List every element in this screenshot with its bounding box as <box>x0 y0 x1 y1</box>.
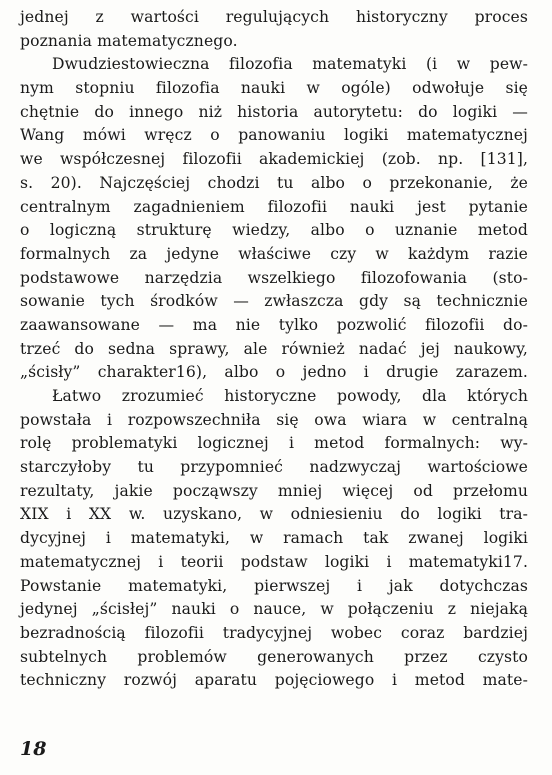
text-line: subtelnych problemów generowanych przez czysto <box>20 647 528 666</box>
text-line: rolę problematyki logicznej i metod formalnych: wy- <box>20 434 528 453</box>
text-line: o logiczną strukturę wiedzy, albo o uznanie metod <box>20 221 528 240</box>
text-line: starczyłoby tu przypomnieć nadzwyczaj wartościowe <box>20 458 528 477</box>
text-line: techniczny rozwój aparatu pojęciowego i metod mate- <box>20 671 528 690</box>
text-line: jedynej „ścisłej” nauki o nauce, w połączeniu z niejaką <box>20 600 528 619</box>
text-line: Dwudziestowieczna filozofia matematyki (i w pew- <box>52 55 528 74</box>
text-line: poznania matematycznego. <box>20 31 238 50</box>
text-line: chętnie do innego niż historia autorytetu: do logiki — <box>20 102 528 121</box>
page-number: 18 <box>20 738 47 760</box>
text-line: „ścisły” charakter16), albo o jedno i drugie zarazem. <box>20 363 528 382</box>
text-line: nym stopniu filozofia nauki w ogóle) odwołuje się <box>20 79 528 98</box>
text-line: zaawansowane — ma nie tylko pozwolić filozofii do- <box>20 315 528 334</box>
body-text <box>20 6 528 693</box>
text-line: centralnym zagadnieniem filozofii nauki jest pytanie <box>20 197 528 216</box>
text-line: powstała i rozpowszechniła się owa wiara w centralną <box>20 410 528 429</box>
text-line: formalnych za jedyne właściwe czy w każdym razie <box>20 244 528 263</box>
text-line: sowanie tych środków — zwłaszcza gdy są technicznie <box>20 292 528 311</box>
text-line: Wang mówi wręcz o panowaniu logiki matematycznej <box>20 126 528 145</box>
text-line: Łatwo zrozumieć historyczne powody, dla których <box>52 387 528 405</box>
text-line: trzeć do sedna sprawy, ale również nadać jej naukowy, <box>20 339 528 358</box>
text-line: XIX i XX w. uzyskano, w odniesieniu do logiki tra- <box>20 505 528 524</box>
text-line: rezultaty, jakie począwszy mniej więcej od przełomu <box>20 481 528 500</box>
text-line: dycyjnej i matematyki, w ramach tak zwanej logiki <box>20 529 528 548</box>
text-line: we współczesnej filozofii akademickiej (zob. np. [131], <box>20 150 528 169</box>
text-line: s. 20). Najczęściej chodzi tu albo o przekonanie, że <box>20 173 528 192</box>
text-line: podstawowe narzędzia wszelkiego filozofowania (sto- <box>20 268 528 287</box>
text-line: jednej z wartości regulujących historyczny proces <box>20 8 528 26</box>
text-line: matematycznej i teorii podstaw logiki i matematyki17. <box>20 552 528 571</box>
text-line: bezradnością filozofii tradycyjnej wobec coraz bardziej <box>20 623 528 642</box>
text-line: Powstanie matematyki, pierwszej i jak dotychczas <box>20 576 528 595</box>
